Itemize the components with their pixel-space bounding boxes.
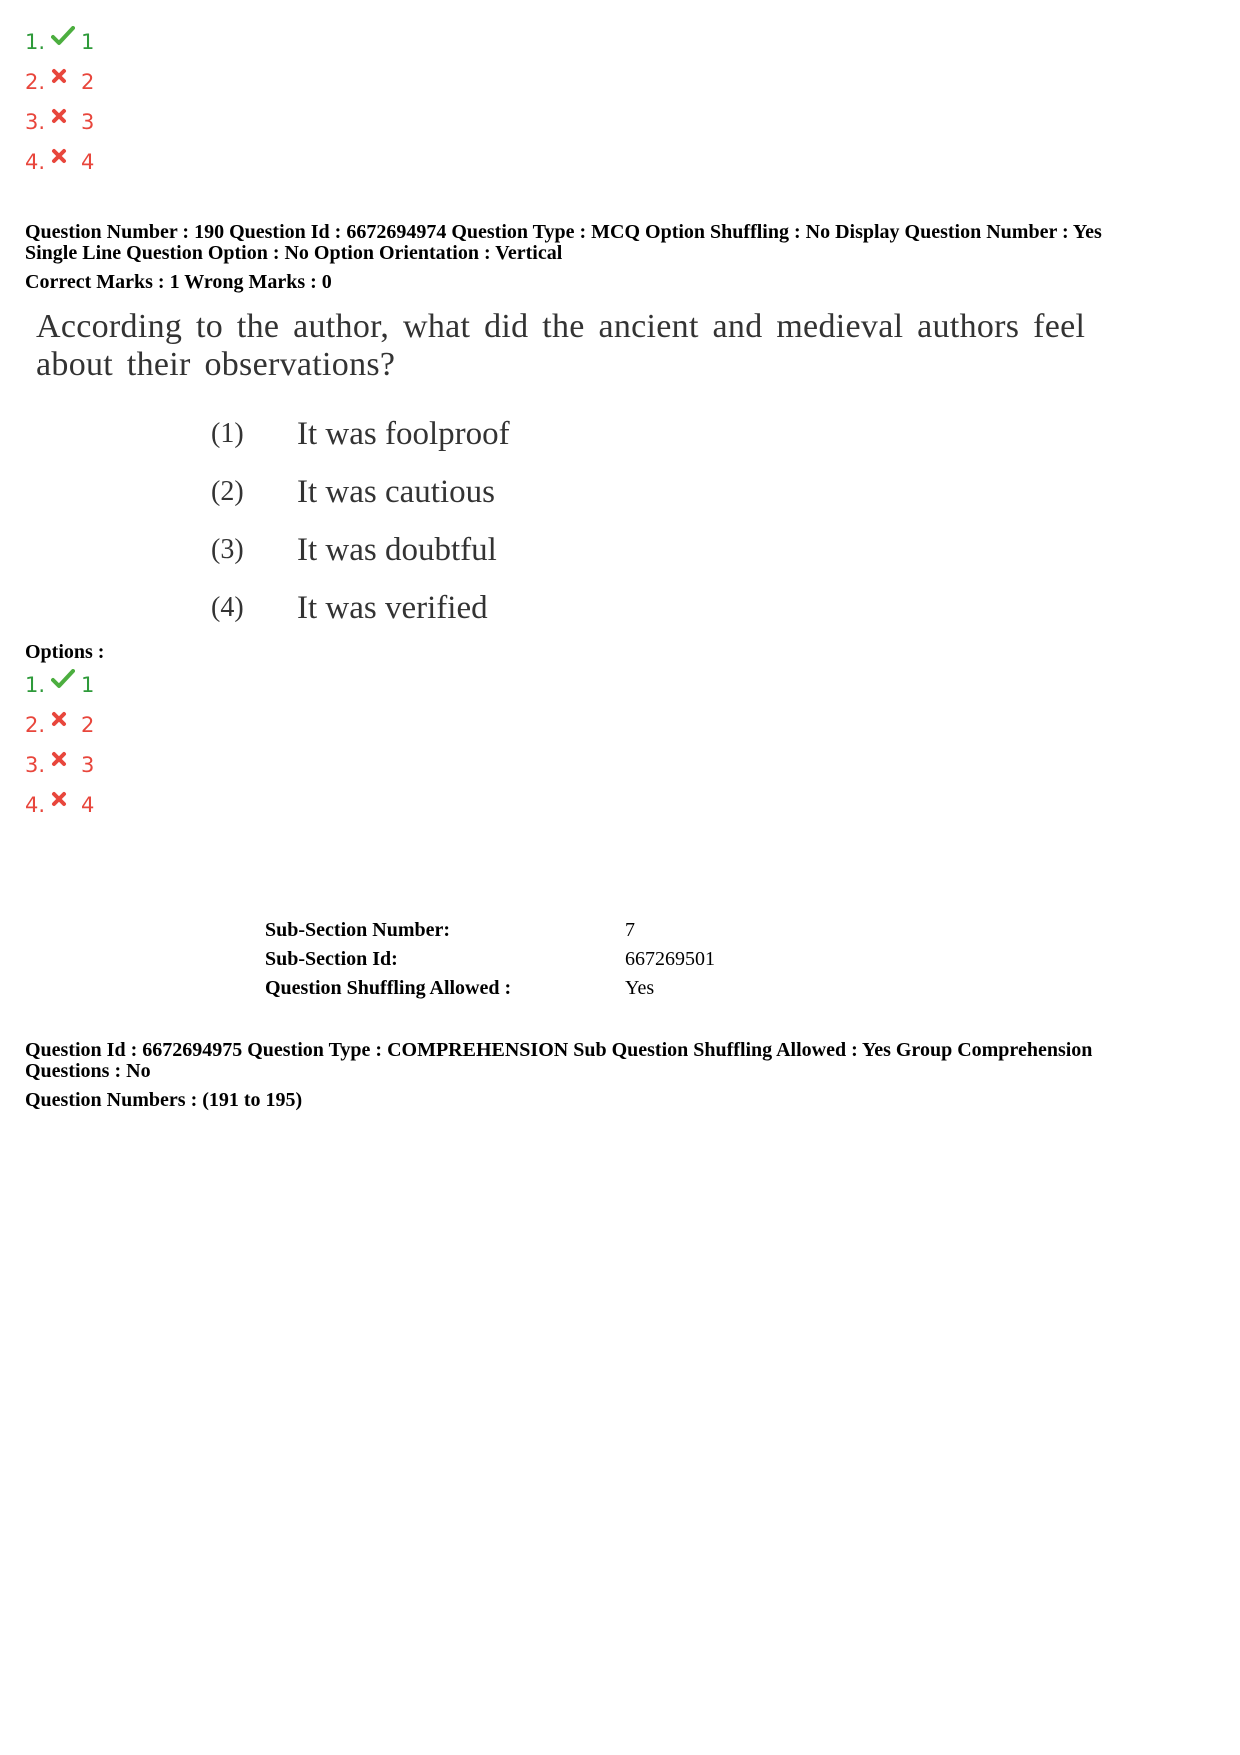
question-choice	[211, 521, 510, 579]
choice-text: It was foolproof	[297, 415, 510, 452]
option-number: 4.	[25, 150, 46, 174]
subsection-number-row	[265, 916, 715, 945]
cross-icon	[51, 711, 81, 727]
question-image	[25, 300, 1105, 635]
options-heading	[25, 642, 104, 663]
question-option-1	[25, 665, 94, 705]
option-value: 3	[81, 753, 95, 777]
option-value: 4	[81, 150, 95, 174]
option-value: 2	[81, 713, 95, 737]
subsection-number-label: Sub-Section Number:	[265, 919, 451, 941]
question-choice	[211, 579, 510, 637]
option-value: 1	[81, 30, 95, 54]
option-number: 3.	[25, 110, 46, 134]
cross-icon	[51, 108, 81, 124]
cross-icon	[51, 68, 81, 84]
comprehension-line1: Question Id : 6672694975 Question Type : COMPREHENSION Sub Question Shuffling Allowed : Yes Group Comprehension	[25, 1039, 1093, 1061]
question-choices	[211, 405, 510, 637]
option-value: 2	[81, 70, 95, 94]
option-value: 3	[81, 110, 95, 134]
subsection-shuffle-label: Question Shuffling Allowed :	[265, 977, 512, 999]
question-meta-line2: Single Line Question Option : No Option Orientation : Vertical	[25, 242, 563, 264]
comprehension-line2: Questions : No	[25, 1060, 151, 1082]
question-marks	[25, 272, 332, 293]
option-number: 4.	[25, 793, 46, 817]
choice-number: (3)	[211, 534, 244, 565]
subsection-shuffle-row	[265, 974, 715, 1003]
choice-number: (1)	[211, 418, 244, 449]
subsection-id-row	[265, 945, 715, 974]
option-number: 3.	[25, 753, 46, 777]
subsection-id-value: 667269501	[625, 948, 715, 970]
question-option-3	[25, 745, 94, 785]
question-options-list	[25, 665, 94, 825]
question-numbers-line: Question Numbers : (191 to 195)	[25, 1089, 303, 1111]
option-number: 1.	[25, 30, 46, 54]
question-choice	[211, 405, 510, 463]
choice-text: It was cautious	[297, 473, 495, 510]
prev-option-3	[25, 102, 94, 142]
question-text: According to the author, what did the ancient and medieval authors feel about their observations?	[36, 308, 1086, 383]
marks-line: Correct Marks : 1 Wrong Marks : 0	[25, 271, 332, 293]
subsection-shuffle-value: Yes	[625, 977, 655, 999]
options-label: Options :	[25, 641, 105, 663]
question-meta-line1: Question Number : 190 Question Id : 6672694974 Question Type : MCQ Option Shuffling : No Display Question Number : Yes	[25, 221, 1102, 243]
subsection-number-value: 7	[625, 919, 635, 941]
question-option-4	[25, 785, 94, 825]
cross-icon	[51, 148, 81, 164]
prev-option-2	[25, 62, 94, 102]
prev-options-list	[25, 22, 94, 182]
question-choice	[211, 463, 510, 521]
comprehension-meta	[25, 1040, 1092, 1082]
cross-icon	[51, 751, 81, 767]
choice-text: It was verified	[297, 589, 488, 626]
option-number: 2.	[25, 713, 46, 737]
comprehension-numbers	[25, 1090, 302, 1111]
question-option-2	[25, 705, 94, 745]
choice-text: It was doubtful	[297, 531, 497, 568]
prev-option-1	[25, 22, 94, 62]
question-meta	[25, 222, 1102, 264]
option-number: 2.	[25, 70, 46, 94]
check-icon	[51, 669, 81, 689]
option-value: 1	[81, 673, 95, 697]
cross-icon	[51, 791, 81, 807]
option-value: 4	[81, 793, 95, 817]
subsection-id-label: Sub-Section Id:	[265, 948, 398, 970]
subsection-info	[265, 916, 715, 1003]
option-number: 1.	[25, 673, 46, 697]
choice-number: (4)	[211, 592, 244, 623]
choice-number: (2)	[211, 476, 244, 507]
prev-option-4	[25, 142, 94, 182]
check-icon	[51, 26, 81, 46]
